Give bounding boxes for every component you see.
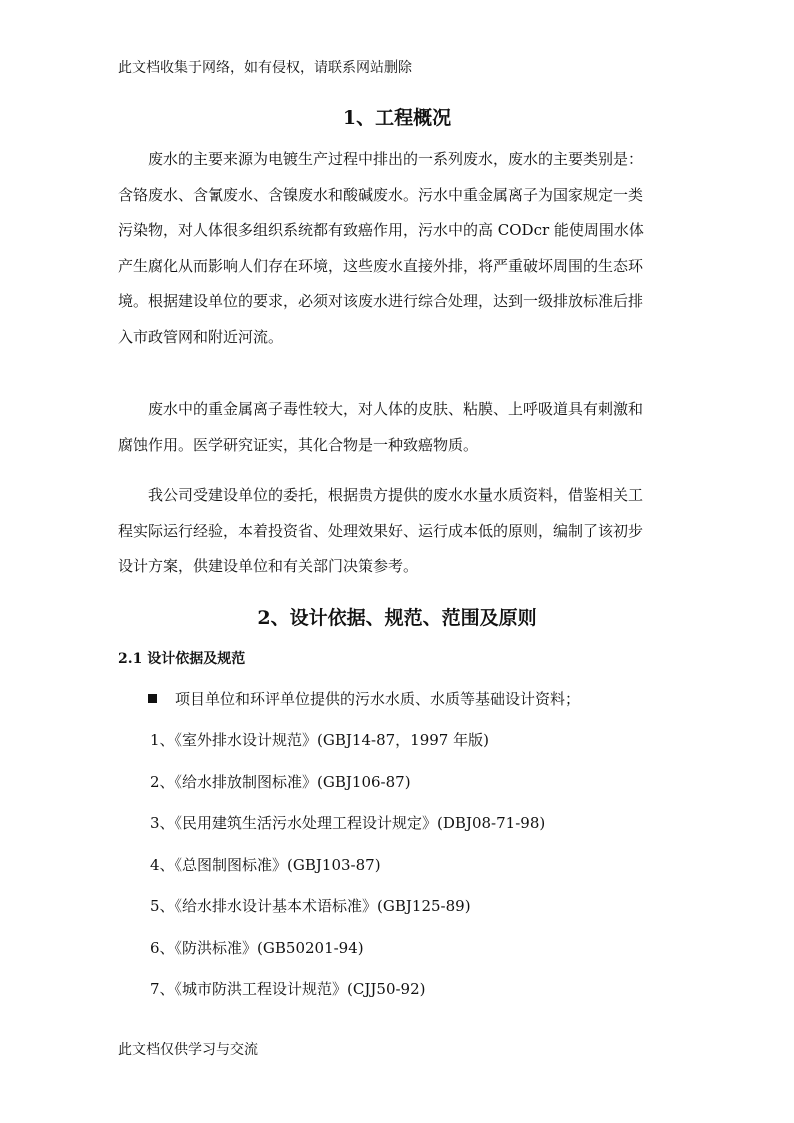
bullet-text: 项目单位和环评单位提供的污水水质、水质等基础设计资料； (175, 690, 581, 708)
square-bullet-icon (148, 694, 157, 703)
section-1-title: 1、工程概况 (342, 107, 452, 129)
text-line: 产生腐化从而影响人们存在环境，这些废水直接外排，将严重破坏周围的生态环 (118, 256, 644, 275)
reference-item: 7、《城市防洪工程设计规范》(CJJ50-92) (150, 980, 426, 998)
text-line: 境。根据建设单位的要求，必须对该废水进行综合处理，达到一级排放标准后排 (118, 292, 644, 310)
bullet-item (148, 688, 580, 710)
text-line: 废水的主要来源为电镀生产过程中排出的一系列废水，废水的主要类别是： (148, 150, 644, 168)
text-line: 废水中的重金属离子毒性较大，对人体的皮肤、粘膜、上呼吸道具有刺激和 (148, 400, 644, 418)
reference-item: 6、《防洪标准》(GB50201-94) (150, 938, 364, 957)
text-line: 程实际运行经验，本着投资省、处理效果好、运行成本低的原则，编制了该初步 (118, 521, 644, 540)
text-line: 我公司受建设单位的委托，根据贵方提供的废水水量水质资料，借鉴相关工 (148, 486, 644, 504)
section-1-paragraph-1 (118, 142, 678, 355)
section-1-paragraph-2 (118, 392, 678, 463)
text-line: 设计方案，供建设单位和有关部门决策参考。 (118, 557, 419, 575)
reference-list (150, 730, 545, 1021)
subsection-2-1-title: 2.1 设计依据及规范 (118, 651, 246, 667)
reference-item: 3、《民用建筑生活污水处理工程设计规定》(DBJ08-71-98) (150, 814, 546, 832)
text-line: 污染物，对人体很多组织系统都有致癌作用，污水中的高 CODcr 能使周围水体 (118, 221, 644, 239)
section-1-paragraph-3 (118, 478, 678, 585)
header-note: 此文档收集于网络，如有侵权，请联系网站删除 (118, 60, 412, 76)
text-line: 入市政管网和附近河流。 (118, 327, 284, 346)
reference-item: 4、《总图制图标准》(GBJ103-87) (150, 855, 381, 874)
reference-item: 2、《给水排放制图标准》(GBJ106-87) (150, 772, 411, 791)
text-line: 腐蚀作用。医学研究证实，其化合物是一种致癌物质。 (118, 435, 479, 454)
reference-item: 5、《给水排水设计基本术语标准》(GBJ125-89) (150, 897, 471, 915)
text-line: 含铬废水、含氰废水、含镍废水和酸碱废水。污水中重金属离子为国家规定一类 (118, 185, 644, 204)
footer-note: 此文档仅供学习与交流 (118, 1042, 258, 1058)
section-2-title: 2、设计依据、规范、范围及原则 (257, 607, 537, 629)
reference-item: 1、《室外排水设计规范》(GBJ14-87，1997 年版) (150, 731, 489, 749)
